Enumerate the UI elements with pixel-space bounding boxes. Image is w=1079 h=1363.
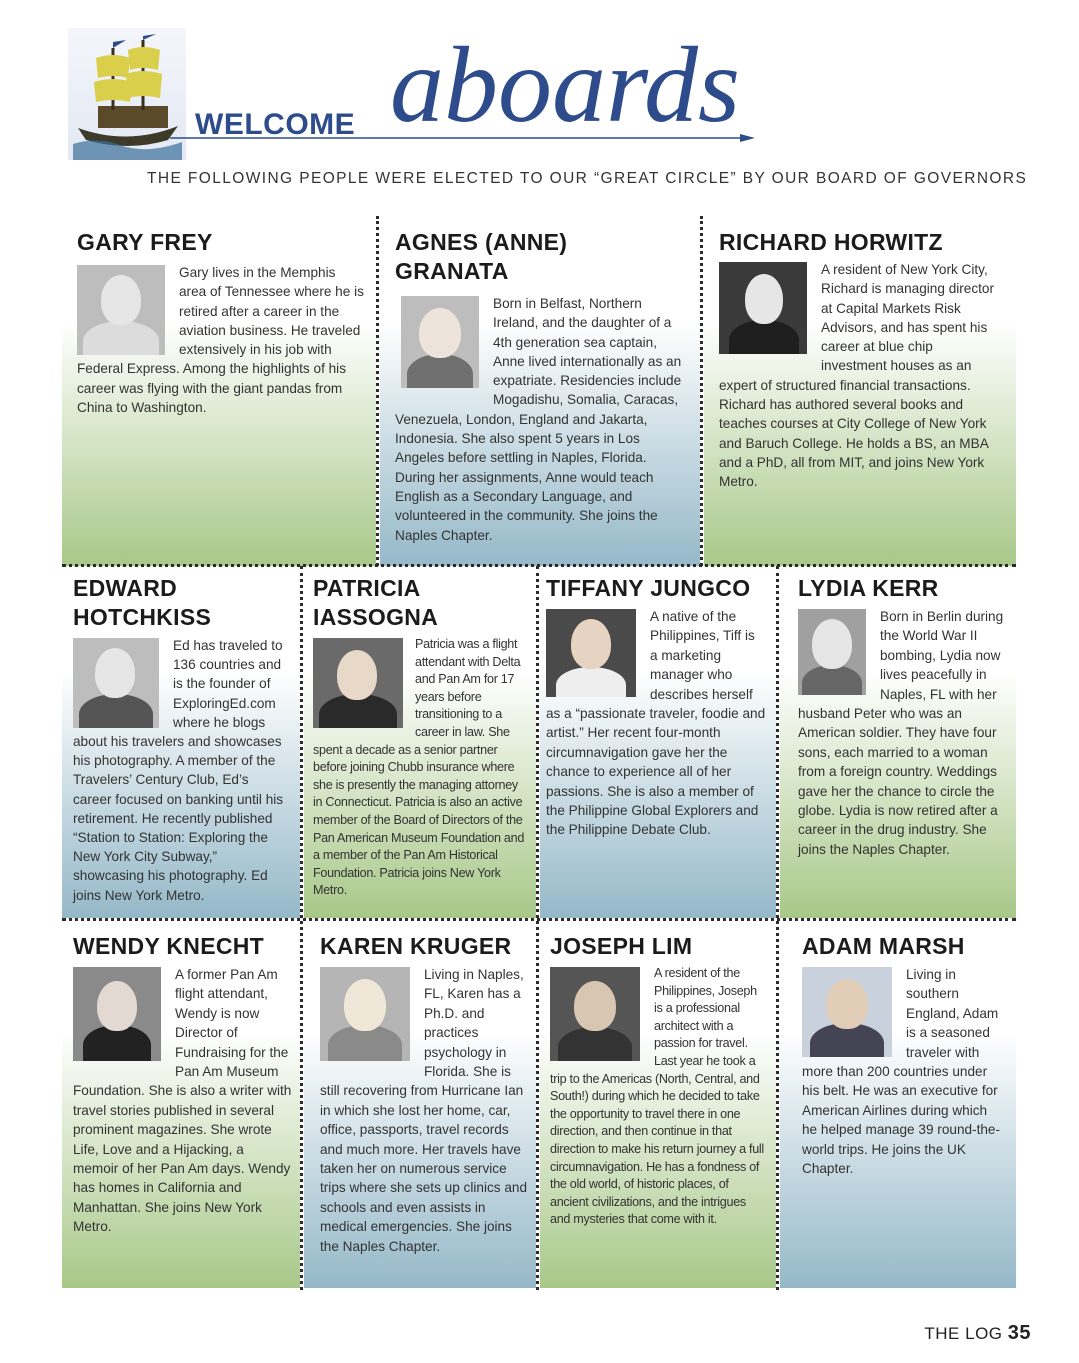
member-card-edward-hotchkiss xyxy=(62,568,300,918)
column-divider xyxy=(376,216,379,566)
member-bio: A resident of the Philippines, Joseph is a professional architect with a passion for travel. Last year he took a trip to the Americas (North, Central, and South!) during which he decided to take the opportunity to travel there in one direction, and then continue in that direction to make his return journey a full circumnavigation. He has a fondness of the old world, of historic places, of ancient civilizations, and the intrigues and mysteries that come with it. xyxy=(550,966,764,1227)
member-name: PATRICIA IASSOGNA xyxy=(313,575,439,630)
member-card-karen-kruger xyxy=(304,922,536,1288)
member-photo xyxy=(73,638,159,728)
member-photo xyxy=(313,638,403,728)
member-card-lydia-kerr xyxy=(780,568,1016,918)
member-bio: Living in southern England, Adam is a seasoned traveler with more than 200 countries under his belt. He was an executive for American Airlines during which he helped manage 39 round-the-world trips. He joins the UK Chapter. xyxy=(802,967,1001,1177)
member-photo xyxy=(73,967,161,1061)
member-name: EDWARD HOTCHKISS xyxy=(73,575,212,630)
member-photo xyxy=(77,265,165,355)
member-card-wendy-knecht xyxy=(62,922,300,1288)
member-photo xyxy=(320,967,410,1061)
member-photo xyxy=(546,609,636,697)
ship-logo xyxy=(68,28,186,160)
member-photo xyxy=(798,609,866,695)
member-bio: Ed has traveled to 136 countries and is the founder of ExploringEd.com where he blogs about his travelers and showcases his photography. A member of the Travelers’ Century Club, Ed’s career focused on banking until his retirement. He recently published “Station to Station: Exploring the New York City Subway,” showcasing his photography. Ed joins New York Metro. xyxy=(73,638,284,903)
member-name: TIFFANY JUNGCO xyxy=(546,575,751,601)
member-name: RICHARD HORWITZ xyxy=(719,229,943,255)
member-card-agnes-granata xyxy=(380,218,700,566)
member-card-richard-horwitz xyxy=(704,218,1016,566)
page-subtitle: THE FOLLOWING PEOPLE WERE ELECTED TO OUR “GREAT CIRCLE” BY OUR BOARD OF GOVERNORS xyxy=(147,170,1028,187)
row-divider xyxy=(62,918,1016,921)
member-card-joseph-lim xyxy=(540,922,776,1288)
member-card-tiffany-jungco xyxy=(540,568,776,918)
aboards-title: aboards xyxy=(390,26,741,145)
member-photo xyxy=(719,262,807,354)
member-bio: A former Pan Am flight attendant, Wendy is now Director of Fundraising for the Pan Am Museum Foundation. She is also a writer with travel stories published in several prominent magazines. She wrote Life, Love and a Hijacking, a memoir of her Pan Am days. Wendy has homes in California and Manhattan. She joins New York Metro. xyxy=(73,967,292,1235)
member-bio: Gary lives in the Memphis area of Tennessee where he is retired after a career in the aviation business. He traveled extensively in his job with Federal Express. Among the highlights of his career was flying with the giant pandas from China to Washington. xyxy=(77,265,364,416)
member-bio: Living in Naples, FL, Karen has a Ph.D. and practices psychology in Florida. She is still recovering from Hurricane Ian in which she lost her home, car, office, passports, travel records and much more. Her travels have taken her on numerous service trips where she sets up clinics and schools and even assists in medical emergencies. She joins the Naples Chapter. xyxy=(320,967,528,1254)
member-card-patricia-iassogna xyxy=(304,568,536,918)
member-bio: Born in Belfast, Northern Ireland, and the daughter of a 4th generation sea captain, Anne lived internationally as an expatriate. Residencies include Mogadishu, Somalia, Caracas, Venezuela, London, England and Jakarta, Indonesia. She also spent 5 years in Los Angeles before settling in Naples, Florida. During her assignments, Anne would teach English as a Secondary Language, and volunteered in the community. She joins the Naples Chapter. xyxy=(395,296,682,543)
row-divider xyxy=(62,564,1016,567)
column-divider xyxy=(700,216,703,566)
welcome-label: WELCOME xyxy=(195,108,356,141)
member-name: ADAM MARSH xyxy=(802,933,965,959)
member-name: KAREN KRUGER xyxy=(320,933,512,959)
member-card-gary-frey xyxy=(62,218,376,566)
ship-icon xyxy=(68,28,186,160)
page-footer xyxy=(924,1322,1031,1345)
member-card-adam-marsh xyxy=(780,922,1016,1288)
page-number: 35 xyxy=(1007,1322,1031,1344)
member-photo xyxy=(401,296,479,388)
member-name: GARY FREY xyxy=(77,229,213,255)
member-photo xyxy=(550,967,640,1061)
column-divider xyxy=(300,566,303,1290)
member-name: WENDY KNECHT xyxy=(73,933,265,959)
member-bio: Born in Berlin during the World War II bombing, Lydia now lives peacefully in Naples, FL with her husband Peter who was an American soldier. They have four sons, each married to a woman from a foreign country. Weddings gave her the chance to circle the globe. Lydia is now retired after a career in the drug industry. She joins the Naples Chapter. xyxy=(798,609,1004,857)
member-name: JOSEPH LIM xyxy=(550,933,693,959)
member-name: LYDIA KERR xyxy=(798,575,939,601)
title-arrow-icon xyxy=(170,133,755,143)
member-bio: A native of the Philippines, Tiff is a marketing manager who describes herself as a “passionate traveler, foodie and artist.” Her recent four-month circumnavigation gave her the chance to experience all of her passions. She is also a member of the Philippine Global Explorers and the Philippine Debate Club. xyxy=(546,609,766,838)
publication-name: THE LOG xyxy=(924,1324,1003,1343)
member-name: AGNES (ANNE) GRANATA xyxy=(395,229,568,284)
column-divider xyxy=(536,566,539,1290)
column-divider xyxy=(776,566,779,1290)
member-photo xyxy=(802,967,892,1057)
member-bio: Patricia was a flight attendant with Delta and Pan Am for 17 years before transitioning to a career in law. She spent a decade as a senior partner before joining Chubb insurance where she is presently the managing attorney in Connecticut. Patricia is also an active member of the Board of Directors of the Pan American Museum Foundation and a member of the Pan Am Historical Foundation. Patricia joins New York Metro. xyxy=(313,637,525,898)
member-bio: A resident of New York City, Richard is managing director at Capital Markets Risk Advisors, and has spent his career at blue chip investment houses as an expert of structured financial transactions. Richard has authored several books and teaches courses at City College of New York and Baruch College. He holds a BS, an MBA and a PhD, all from MIT, and joins New York Metro. xyxy=(719,262,995,490)
